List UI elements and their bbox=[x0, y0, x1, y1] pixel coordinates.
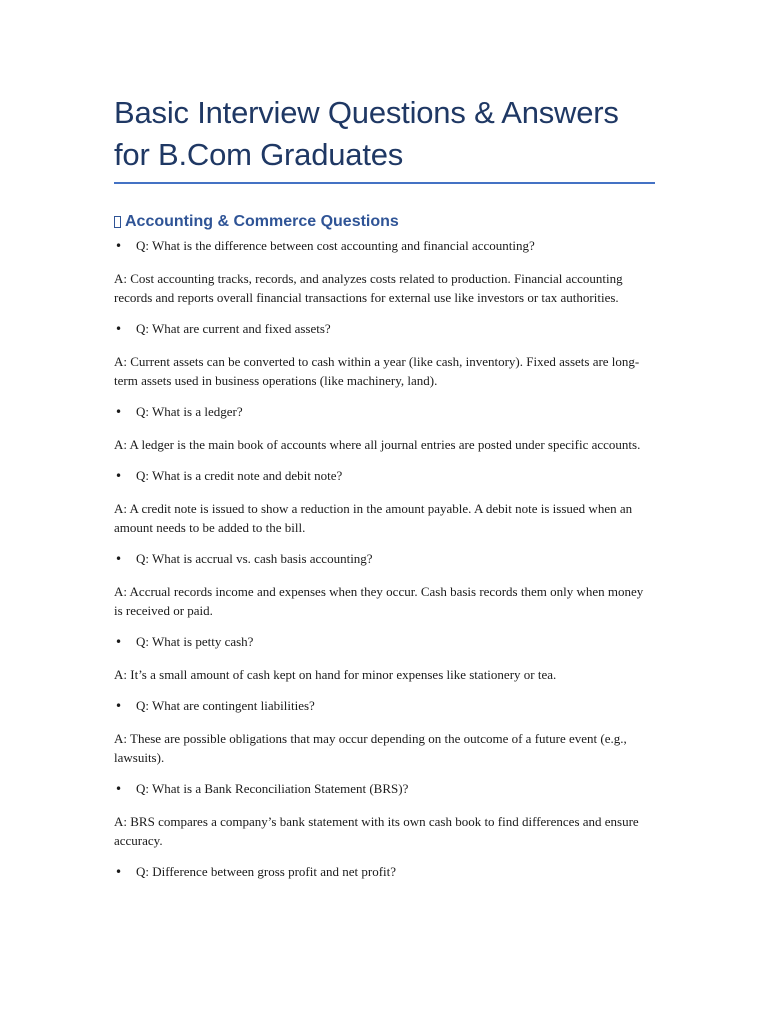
answer-text: A: A credit note is issued to show a reduction in the amount payable. A debit note is issued when an amount needs to be added to the bill. bbox=[114, 501, 633, 535]
question-item bbox=[114, 697, 655, 715]
question-text: Q: What is a Bank Reconciliation Statement (BRS)? bbox=[136, 781, 409, 796]
bullet-icon: • bbox=[115, 469, 123, 483]
answer-text: A: Accrual records income and expenses when they occur. Cash basis records them only when money is received or paid. bbox=[114, 584, 644, 618]
document-page bbox=[114, 92, 655, 895]
question-text: Q: What is accrual vs. cash basis accounting? bbox=[136, 551, 373, 566]
title-underline bbox=[114, 182, 655, 184]
bullet-icon: • bbox=[115, 322, 123, 336]
question-item bbox=[114, 633, 655, 651]
bullet-icon: • bbox=[115, 865, 123, 879]
question-text: Q: What is a credit note and debit note? bbox=[136, 468, 343, 483]
bullet-icon: • bbox=[115, 405, 123, 419]
question-text: Q: What is petty cash? bbox=[136, 634, 254, 649]
question-text: Q: Difference between gross profit and net profit? bbox=[136, 864, 397, 879]
answer-text: A: A ledger is the main book of accounts where all journal entries are posted under specific accounts. bbox=[114, 437, 641, 452]
document-title: Basic Interview Questions & Answers for B.Com Graduates bbox=[114, 95, 619, 172]
question-item bbox=[114, 403, 655, 421]
question-item bbox=[114, 237, 655, 255]
bullet-icon: • bbox=[115, 635, 123, 649]
question-text: Q: What is a ledger? bbox=[136, 404, 243, 419]
section-heading bbox=[114, 212, 655, 232]
answer-text: A: Current assets can be converted to cash within a year (like cash, inventory). Fixed assets are long-term assets used in business operations (like machinery, land). bbox=[114, 354, 640, 388]
answer-text: A: Cost accounting tracks, records, and analyzes costs related to production. Financial accounting records and reports overall financial transactions for external use like investors or tax authorities. bbox=[114, 271, 623, 305]
question-item bbox=[114, 863, 655, 881]
bullet-icon: • bbox=[115, 782, 123, 796]
answer-text: A: BRS compares a company’s bank statement with its own cash book to find differences and ensure accuracy. bbox=[114, 814, 639, 848]
answer-text: A: These are possible obligations that may occur depending on the outcome of a future event (e.g., lawsuits). bbox=[114, 731, 627, 765]
missing-glyph-icon bbox=[114, 216, 121, 228]
question-item bbox=[114, 467, 655, 485]
question-text: Q: What is the difference between cost accounting and financial accounting? bbox=[136, 238, 535, 253]
question-text: Q: What are contingent liabilities? bbox=[136, 698, 315, 713]
section-heading-text: Accounting & Commerce Questions bbox=[125, 213, 399, 230]
bullet-icon: • bbox=[115, 239, 123, 253]
question-text: Q: What are current and fixed assets? bbox=[136, 321, 331, 336]
bullet-icon: • bbox=[115, 699, 123, 713]
qa-list bbox=[114, 237, 655, 881]
answer-text: A: It’s a small amount of cash kept on hand for minor expenses like stationery or tea. bbox=[114, 667, 557, 682]
question-item bbox=[114, 780, 655, 798]
question-item bbox=[114, 550, 655, 568]
bullet-icon: • bbox=[115, 552, 123, 566]
question-item bbox=[114, 320, 655, 338]
